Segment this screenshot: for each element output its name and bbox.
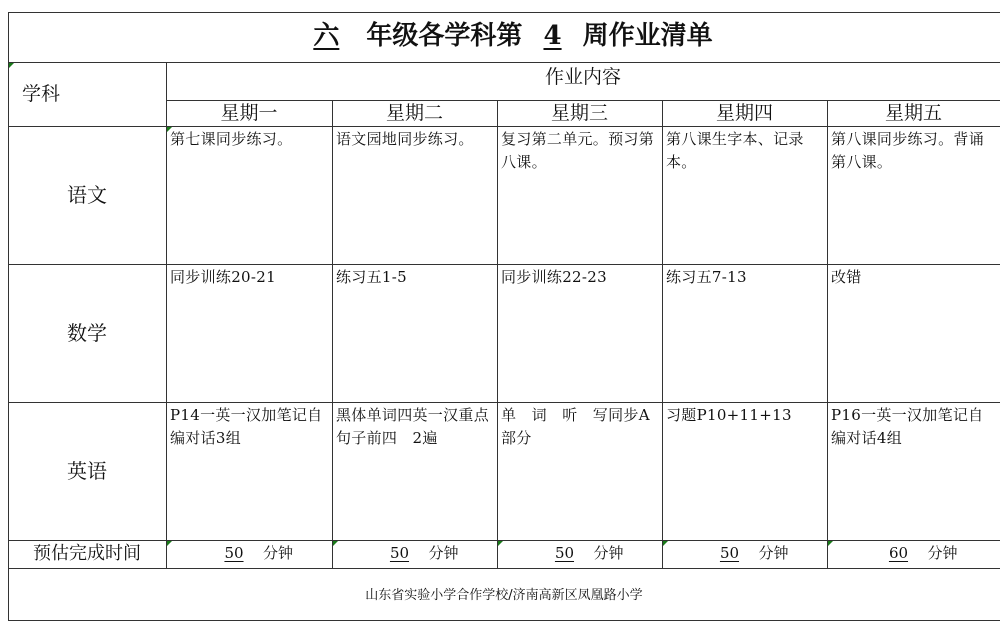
subject-header: 学科 [22, 83, 61, 105]
table-border-bottom [8, 568, 1000, 569]
math-friday: 改错 [831, 268, 862, 286]
day-header-tuesday: 星期二 [385, 102, 443, 124]
time-value: 60 [888, 544, 909, 562]
day-header-monday: 星期一 [220, 102, 278, 124]
day-header-friday: 星期五 [884, 102, 942, 124]
subject-math: 数学 [67, 321, 107, 345]
english-tuesday: 黑体单词四英一汉重点句子前四 2遍 [336, 406, 490, 447]
math-tuesday: 练习五1-5 [336, 268, 407, 286]
page-title [8, 12, 1000, 60]
time-value: 50 [719, 544, 740, 562]
time-tuesday [332, 540, 497, 568]
chinese-friday: 第八课同步练习。背诵第八课。 [831, 130, 985, 171]
footer-bottom-line [8, 620, 1000, 621]
time-unit: 分钟 [927, 544, 958, 562]
title-end: 周作业清单 [582, 21, 713, 51]
subject-english: 英语 [67, 459, 107, 483]
time-value: 50 [224, 544, 244, 562]
chinese-monday: 第七课同步练习。 [170, 130, 293, 148]
english-friday: P16一英一汉加笔记自编对话4组 [831, 406, 984, 447]
title-middle: 年级各学科第 [366, 21, 523, 51]
estimated-time-label: 预估完成时间 [33, 543, 141, 564]
english-monday: P14一英一汉加笔记自编对话3组 [170, 406, 323, 447]
time-friday [827, 540, 1000, 568]
math-thursday: 练习五7-13 [666, 268, 747, 286]
english-wednesday: 单 词 听 写同步A部分 [501, 406, 650, 447]
week-value: 4 [543, 21, 562, 51]
time-thursday [662, 540, 827, 568]
school-footer: 山东省实验小学合作学校/济南高新区凤凰路小学 [365, 588, 643, 603]
table-border-top [8, 12, 1000, 13]
chinese-thursday: 第八课生字本、记录本。 [666, 130, 804, 171]
chinese-tuesday: 语文园地同步练习。 [336, 130, 474, 148]
chinese-wednesday: 复习第二单元。预习第八课。 [501, 130, 655, 171]
english-thursday: 习题P10+11+13 [666, 406, 792, 424]
time-unit: 分钟 [428, 544, 459, 562]
subject-chinese: 语文 [67, 183, 107, 207]
time-unit: 分钟 [593, 544, 624, 562]
math-monday: 同步训练20-21 [170, 268, 276, 286]
day-header-thursday: 星期四 [715, 102, 773, 124]
content-header: 作业内容 [544, 66, 621, 88]
time-monday [166, 540, 332, 568]
time-value: 50 [389, 544, 410, 562]
time-wednesday [497, 540, 662, 568]
time-unit: 分钟 [262, 544, 293, 562]
time-unit: 分钟 [758, 544, 789, 562]
math-wednesday: 同步训练22-23 [501, 268, 607, 286]
grade-value: 六 [313, 21, 340, 51]
time-value: 50 [554, 544, 575, 562]
day-header-wednesday: 星期三 [550, 102, 608, 124]
